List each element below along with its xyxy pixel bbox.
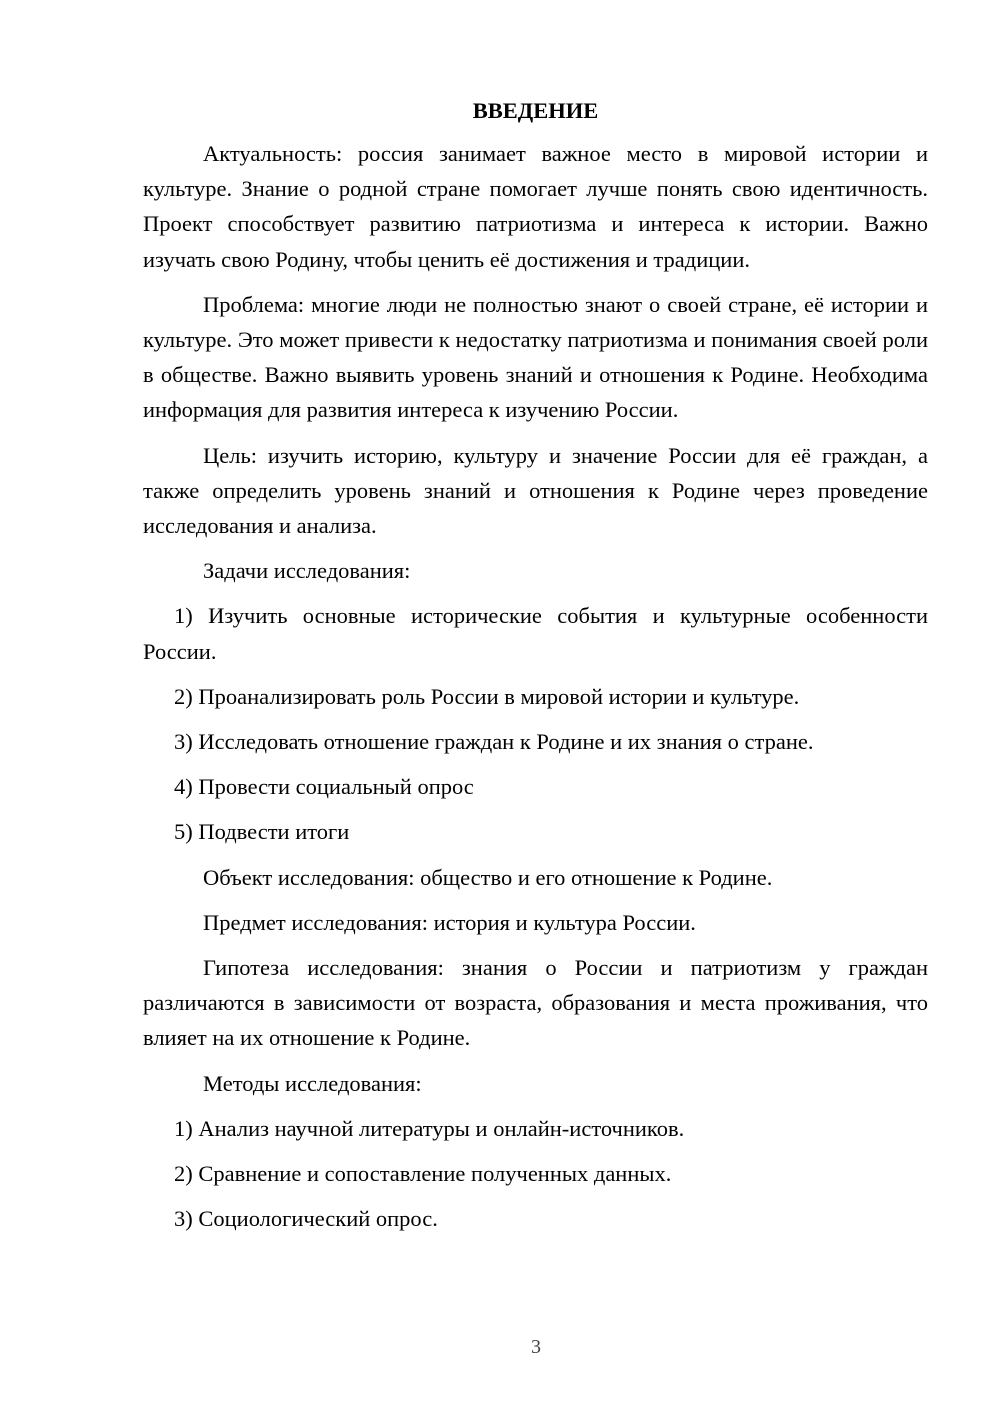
hypothesis-paragraph: Гипотеза исследования: знания о России и патриотизм у граждан различаются в зависимости от возраста, образования и места проживания, что влияет на их отношение к Родине. — [143, 955, 928, 1051]
task-item: 3) Исследовать отношение граждан к Родине и их знания о стране. — [174, 729, 814, 755]
task-item: 4) Провести социальный опрос — [174, 774, 474, 800]
relevance-paragraph: Актуальность: россия занимает важное место в мировой истории и культуре. Знание о родной стране помогает лучше понять свою идентичность. Проект способствует развитию патриотизма и интереса к истории. Важно изучать свою Родину, чтобы ценить её достижения и традиции. — [143, 141, 928, 272]
goal-paragraph: Цель: изучить историю, культуру и значение России для её граждан, а также определить уровень знаний и отношения к Родине через проведение исследования и анализа. — [143, 442, 928, 539]
tasks-heading: Задачи исследования: — [203, 558, 411, 584]
task-item: 2) Проанализировать роль России в мировой истории и культуре. — [174, 683, 800, 709]
page-number: 3 — [531, 1336, 541, 1358]
problem-paragraph: Проблема: многие люди не полностью знают о своей стране, её истории и культуре. Это может привести к недостатку патриотизма и понимания своей роли в обществе. Важно выявить уровень знаний и отношения к Родине. Необходима информация для развития интереса к изучению России. — [143, 291, 928, 423]
section-title: ВВЕДЕНИЕ — [472, 98, 599, 123]
object-paragraph: Объект исследования: общество и его отношение к Родине. — [203, 864, 773, 890]
subject-paragraph: Предмет исследования: история и культура России. — [203, 909, 696, 935]
page-content — [143, 96, 928, 1246]
method-item: 1) Анализ научной литературы и онлайн-источников. — [174, 1115, 685, 1141]
method-item: 3) Социологический опрос. — [174, 1206, 438, 1232]
methods-heading: Методы исследования: — [203, 1070, 422, 1096]
task-item: 5) Подвести итоги — [174, 819, 350, 845]
task-item: 1) Изучить основные исторические события и культурные особенности России. — [143, 603, 928, 664]
method-item: 2) Сравнение и сопоставление полученных данных. — [174, 1161, 672, 1187]
